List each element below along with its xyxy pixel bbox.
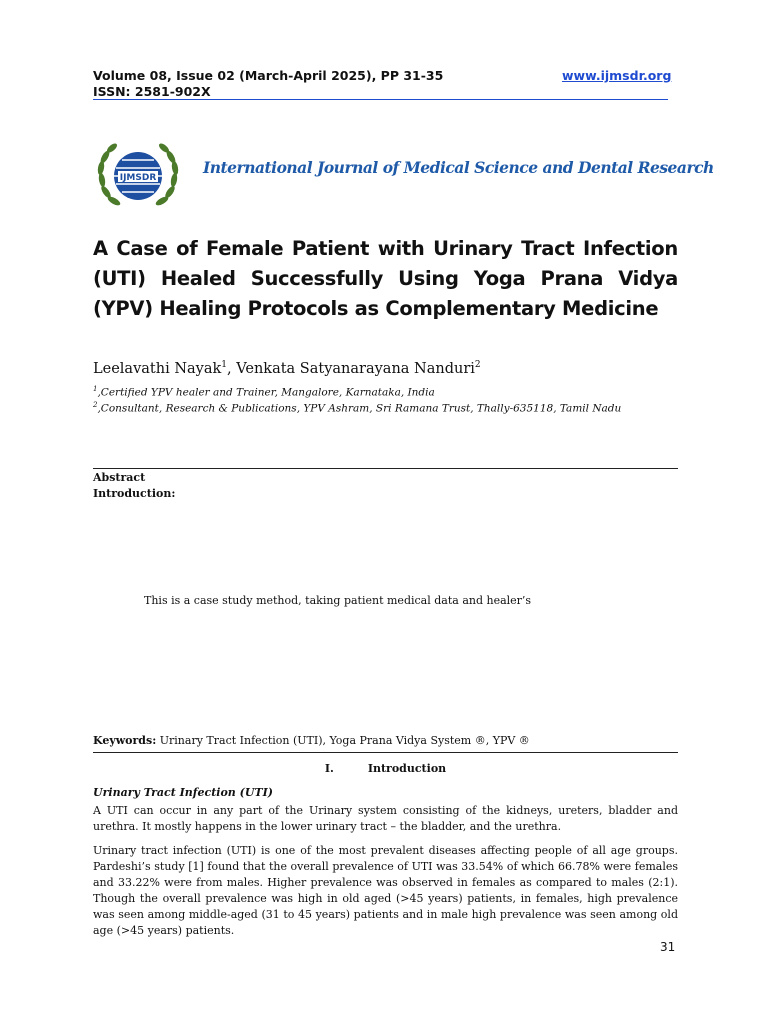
author-1-sup: 1 — [221, 360, 228, 370]
keywords-bottom-rule — [93, 752, 678, 753]
title-line-3: (YPV) Healing Protocols as Complementary Medicine — [93, 297, 659, 320]
journal-name: International Journal of Medical Science and Dental Research — [203, 158, 714, 177]
keywords-text: Urinary Tract Infection (UTI), Yoga Prana Vidya System ®, YPV ® — [156, 734, 530, 747]
author-1: Leelavathi Nayak — [93, 360, 222, 377]
abstract-method-text: This is a case study method, taking patient medical data and healer’s — [144, 594, 532, 607]
volume-line: Volume 08, Issue 02 (March-April 2025), PP 31-35 — [93, 68, 444, 83]
author-2-sup: 2 — [474, 360, 481, 370]
paragraph-2: Urinary tract infection (UTI) is one of the most prevalent diseases affecting people of all age groups. Pardeshi’s study [1] found that the overall prevalence of UTI was 33.54% of which 66.78% were females and 33.22% were from males. Higher prevalence was observed in females as compared to males (2:1). Though the overall prevalence was high in old aged (>45 years) patients, in females, high prevalence was seen among middle-aged (31 to 45 years) patients and in male high prevalence was seen among old age (>45 years) patients. — [93, 844, 678, 937]
affiliation-2 — [93, 401, 621, 415]
journal-logo — [92, 140, 184, 212]
keywords — [93, 734, 530, 747]
logo-text: IJMSDR — [119, 173, 157, 183]
header-info — [93, 68, 443, 100]
title-line-2: (UTI) Healed Successfully Using Yoga Prana Vidya — [93, 267, 678, 290]
abstract-intro-heading: Introduction: — [93, 487, 176, 500]
author-sep: , — [227, 360, 237, 377]
affiliation-2-sup: 2 — [93, 401, 98, 409]
keywords-label: Keywords: — [93, 734, 157, 747]
authors — [93, 360, 481, 377]
abstract-heading: Abstract — [93, 471, 146, 484]
section-title: Introduction — [367, 762, 447, 775]
page-number: 31 — [660, 940, 676, 954]
globe-icon — [114, 152, 162, 200]
affiliation-1-sup: 1 — [93, 385, 98, 393]
header-divider — [93, 99, 668, 100]
paper-title — [93, 234, 678, 324]
issn-line: ISSN: 2581-902X — [93, 84, 211, 99]
subsection-heading: Urinary Tract Infection (UTI) — [93, 786, 273, 799]
affiliation-1 — [93, 385, 435, 399]
journal-url-link[interactable]: www.ijmsdr.org — [562, 68, 672, 83]
paragraph-1: A UTI can occur in any part of the Urinary system consisting of the kidneys, ureters, bladder and urethra. It mostly happens in the lower urinary tract – the bladder, and the urethra. — [93, 804, 678, 833]
affiliation-1-text: ,Certified YPV healer and Trainer, Mangalore, Karnataka, India — [97, 386, 435, 399]
section-heading — [93, 762, 678, 775]
title-line-1: A Case of Female Patient with Urinary Tract Infection — [93, 237, 678, 260]
affiliation-2-text: ,Consultant, Research & Publications, YPV Ashram, Sri Ramana Trust, Thally-635118, Tamil Nadu — [97, 402, 622, 415]
abstract-top-rule — [93, 468, 678, 469]
author-2: Venkata Satyanarayana Nanduri — [236, 360, 475, 377]
section-number: I. — [324, 762, 334, 775]
